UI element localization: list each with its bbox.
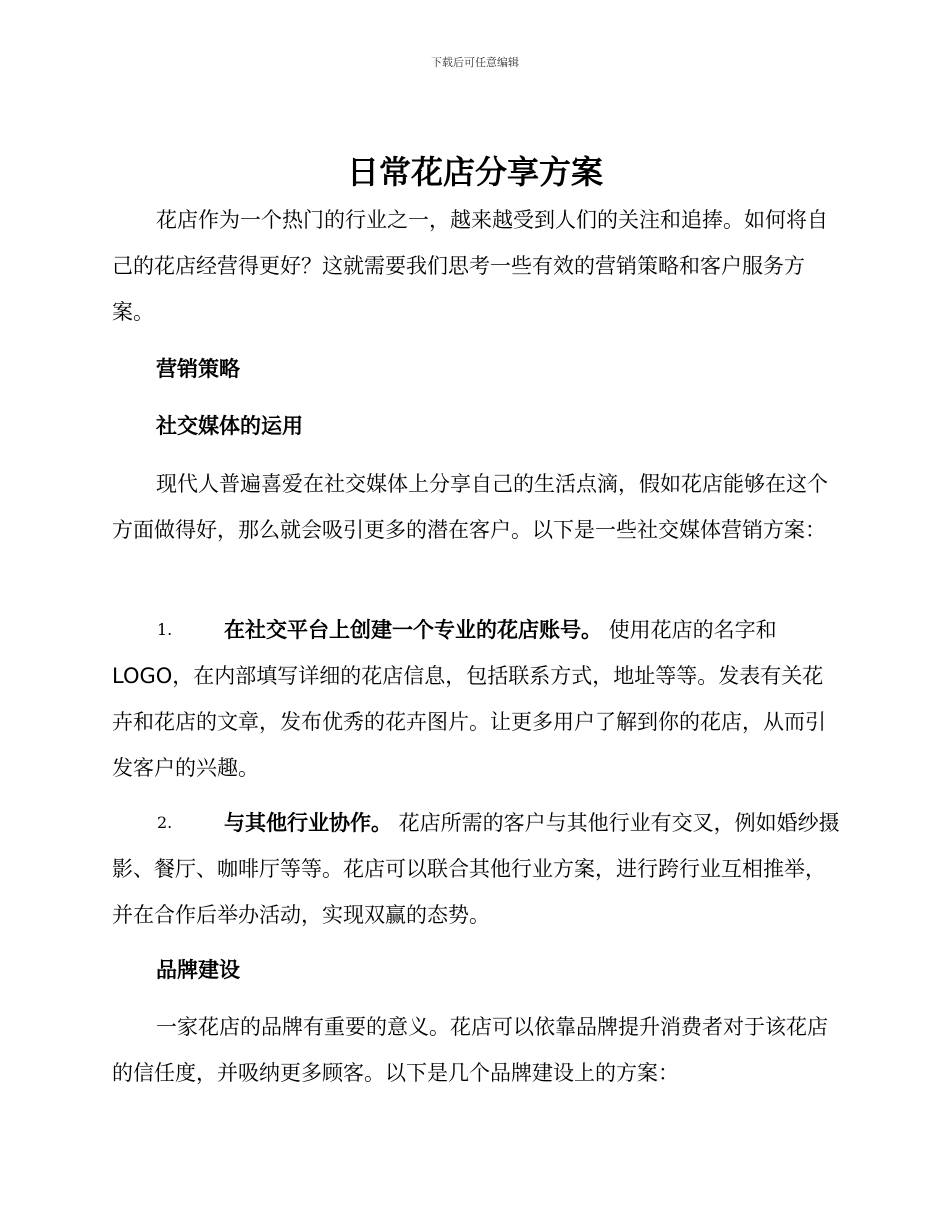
document-title: 日常花店分享方案 xyxy=(346,153,603,191)
list-item-text: 花店所需的客户与其他行业有交叉，例如婚纱摄影、餐厅、咖啡厅等等。花店可以联合其他行业方案，进行跨行业互相推举，并在合作后举办活动，实现双赢的态势。 xyxy=(112,811,840,927)
list-item xyxy=(112,800,842,938)
header-note: 下载后可任意编辑 xyxy=(431,56,519,69)
subsection-heading-social-media: 社交媒体的运用 xyxy=(156,414,303,438)
social-media-paragraph: 现代人普遍喜爱在社交媒体上分享自己的生活点滴，假如花店能够在这个方面做得好，那么就会吸引更多的潜在客户。以下是一些社交媒体营销方案： xyxy=(112,472,828,542)
intro-paragraph: 花店作为一个热门的行业之一，越来越受到人们的关注和追捧。如何将自己的花店经营得更好？这就需要我们思考一些有效的营销策略和客户服务方案。 xyxy=(112,208,828,324)
list-number: 1. xyxy=(157,620,173,639)
list-item-lead: 在社交平台上创建一个专业的花店账号。 xyxy=(224,618,602,642)
section-heading-brand: 品牌建设 xyxy=(156,958,240,982)
brand-paragraph: 一家花店的品牌有重要的意义。花店可以依靠品牌提升消费者对于该花店的信任度，并吸纳更多顾客。以下是几个品牌建设上的方案： xyxy=(112,1015,828,1085)
list-item xyxy=(112,607,842,791)
list-item-text: 使用花店的名字和LOGO，在内部填写详细的花店信息，包括联系方式，地址等等。发表有关花卉和花店的文章，发布优秀的花卉图片。让更多用户了解到你的花店，从而引发客户的兴趣。 xyxy=(112,618,826,780)
list-item-lead: 与其他行业协作。 xyxy=(224,811,392,835)
section-heading-marketing: 营销策略 xyxy=(156,357,240,381)
list-number: 2. xyxy=(157,813,173,832)
